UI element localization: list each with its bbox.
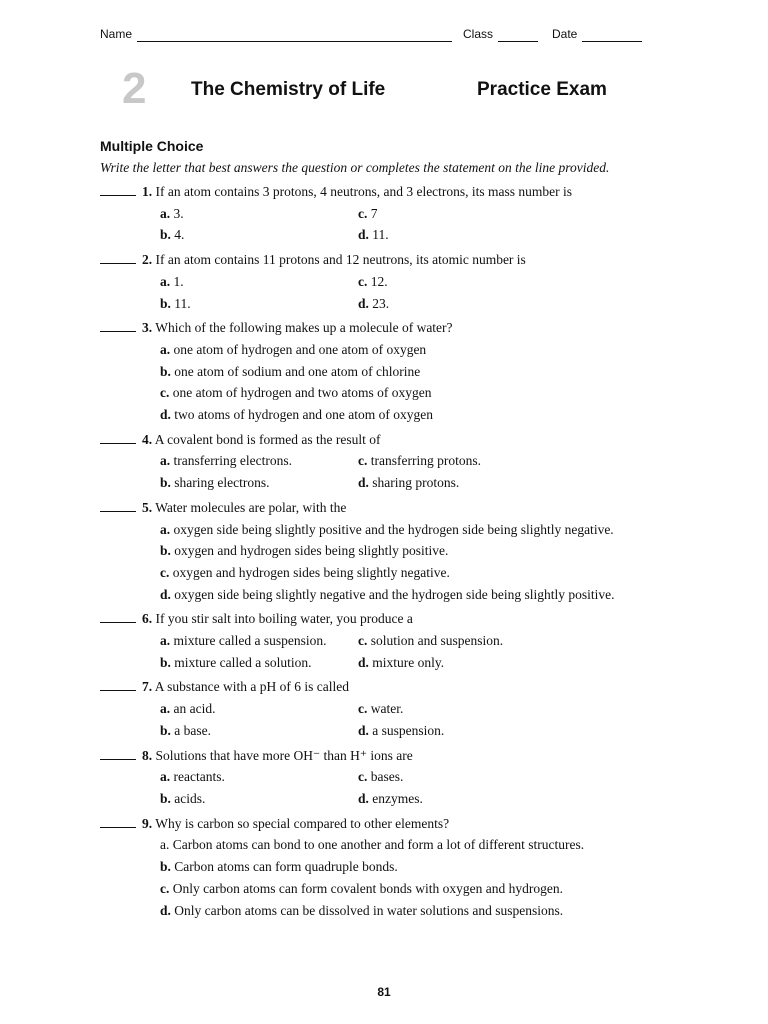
question-1 — [100, 181, 660, 246]
question-text: If an atom contains 3 protons, 4 neutrons, and 3 electrons, its mass number is — [155, 184, 573, 199]
answer-blank-2[interactable] — [100, 249, 136, 264]
option-a: a. reactants. — [160, 769, 225, 785]
option-b: b. acids. — [160, 790, 206, 806]
question-number: 8. — [142, 747, 153, 763]
option-d: d. oxygen side being slightly negative and the hydrogen side being slightly positive. — [160, 586, 615, 602]
option-c: c. bases. — [358, 769, 404, 785]
option-a: a. one atom of hydrogen and one atom of oxygen — [160, 341, 427, 357]
option-a: a. mixture called a suspension. — [160, 633, 327, 649]
option-c: c. 7 — [358, 205, 378, 221]
chapter-title: The Chemistry of Life — [191, 79, 386, 100]
question-number: 3. — [142, 320, 153, 336]
option-b: b. 4. — [160, 227, 185, 243]
option-c: c. 12. — [358, 273, 388, 289]
question-text: If you stir salt into boiling water, you produce a — [155, 611, 413, 627]
option-a: a. transferring electrons. — [160, 453, 292, 469]
class-label: Class — [463, 27, 494, 41]
option-c: c. water. — [358, 701, 404, 717]
class-field[interactable] — [498, 41, 538, 42]
option-a: a. an acid. — [160, 701, 216, 717]
option-b: b. mixture called a solution. — [160, 654, 312, 670]
option-c: c. one atom of hydrogen and two atoms of oxygen — [160, 385, 432, 401]
date-field[interactable] — [582, 41, 642, 42]
answer-blank-1[interactable] — [100, 181, 136, 196]
question-number: 5. — [142, 499, 153, 515]
question-number: 4. — [142, 431, 153, 447]
answer-blank-3[interactable] — [100, 317, 136, 332]
section-title: Multiple Choice — [100, 138, 204, 154]
question-number: 2. — [142, 252, 153, 268]
option-c: c. transferring protons. — [358, 453, 481, 469]
exam-title: Practice Exam — [477, 79, 607, 100]
answer-blank-7[interactable] — [100, 676, 136, 691]
question-list — [100, 181, 660, 924]
option-b: b. one atom of sodium and one atom of chlorine — [160, 363, 421, 379]
question-text: A substance with a pH of 6 is called — [154, 679, 349, 695]
question-6 — [100, 608, 660, 673]
option-d: d. 23. — [358, 295, 390, 311]
option-d: d. enzymes. — [358, 790, 423, 806]
instructions: Write the letter that best answers the question or completes the statement on the line provided. — [100, 160, 610, 175]
option-d: d. two atoms of hydrogen and one atom of oxygen — [160, 407, 433, 423]
option-d: d. a suspension. — [358, 722, 445, 738]
option-c: c. solution and suspension. — [358, 633, 504, 649]
question-number: 7. — [142, 679, 153, 695]
question-8 — [100, 745, 660, 810]
question-7 — [100, 676, 660, 741]
option-a: a. 3. — [160, 205, 184, 221]
option-d: d. mixture only. — [358, 654, 445, 670]
name-field[interactable] — [137, 41, 452, 42]
question-5 — [100, 497, 660, 606]
option-d: d. Only carbon atoms can be dissolved in water solutions and suspensions. — [160, 902, 564, 918]
option-c: c. oxygen and hydrogen sides being slightly negative. — [160, 564, 450, 580]
question-text: Which of the following makes up a molecule of water? — [155, 320, 453, 336]
question-4 — [100, 429, 660, 494]
option-c: c. Only carbon atoms can form covalent bonds with oxygen and hydrogen. — [160, 880, 564, 896]
answer-blank-8[interactable] — [100, 745, 136, 760]
question-text: Solutions that have more OH⁻ than H⁺ ions are — [155, 747, 413, 763]
question-2 — [100, 249, 660, 314]
question-number: 1. — [142, 184, 153, 199]
option-b: b. oxygen and hydrogen sides being slightly positive. — [160, 543, 449, 559]
date-label: Date — [552, 27, 578, 41]
option-b: b. sharing electrons. — [160, 475, 270, 491]
question-text: A covalent bond is formed as the result of — [154, 431, 381, 447]
option-a: a. Carbon atoms can bond to one another and form a lot of different structures. — [160, 837, 585, 853]
answer-blank-9[interactable] — [100, 813, 136, 828]
option-b: b. Carbon atoms can form quadruple bonds. — [160, 859, 398, 875]
chapter-number: 2 — [122, 64, 147, 113]
question-9 — [100, 813, 660, 922]
page-number: 81 — [377, 985, 391, 999]
option-b: b. a base. — [160, 722, 211, 738]
option-a: a. oxygen side being slightly positive and the hydrogen side being slightly negative. — [160, 521, 614, 537]
option-b: b. 11. — [160, 295, 191, 311]
question-number: 6. — [142, 611, 153, 627]
option-d: d. 11. — [358, 227, 389, 243]
option-d: d. sharing protons. — [358, 475, 460, 491]
answer-blank-6[interactable] — [100, 608, 136, 623]
answer-blank-5[interactable] — [100, 497, 136, 512]
question-text: Why is carbon so special compared to other elements? — [155, 815, 450, 831]
question-number: 9. — [142, 815, 153, 831]
answer-blank-4[interactable] — [100, 429, 136, 444]
question-text: If an atom contains 11 protons and 12 neutrons, its atomic number is — [155, 252, 526, 268]
name-label: Name — [100, 27, 133, 41]
question-text: Water molecules are polar, with the — [155, 499, 347, 515]
question-3 — [100, 317, 660, 426]
option-a: a. 1. — [160, 273, 184, 289]
